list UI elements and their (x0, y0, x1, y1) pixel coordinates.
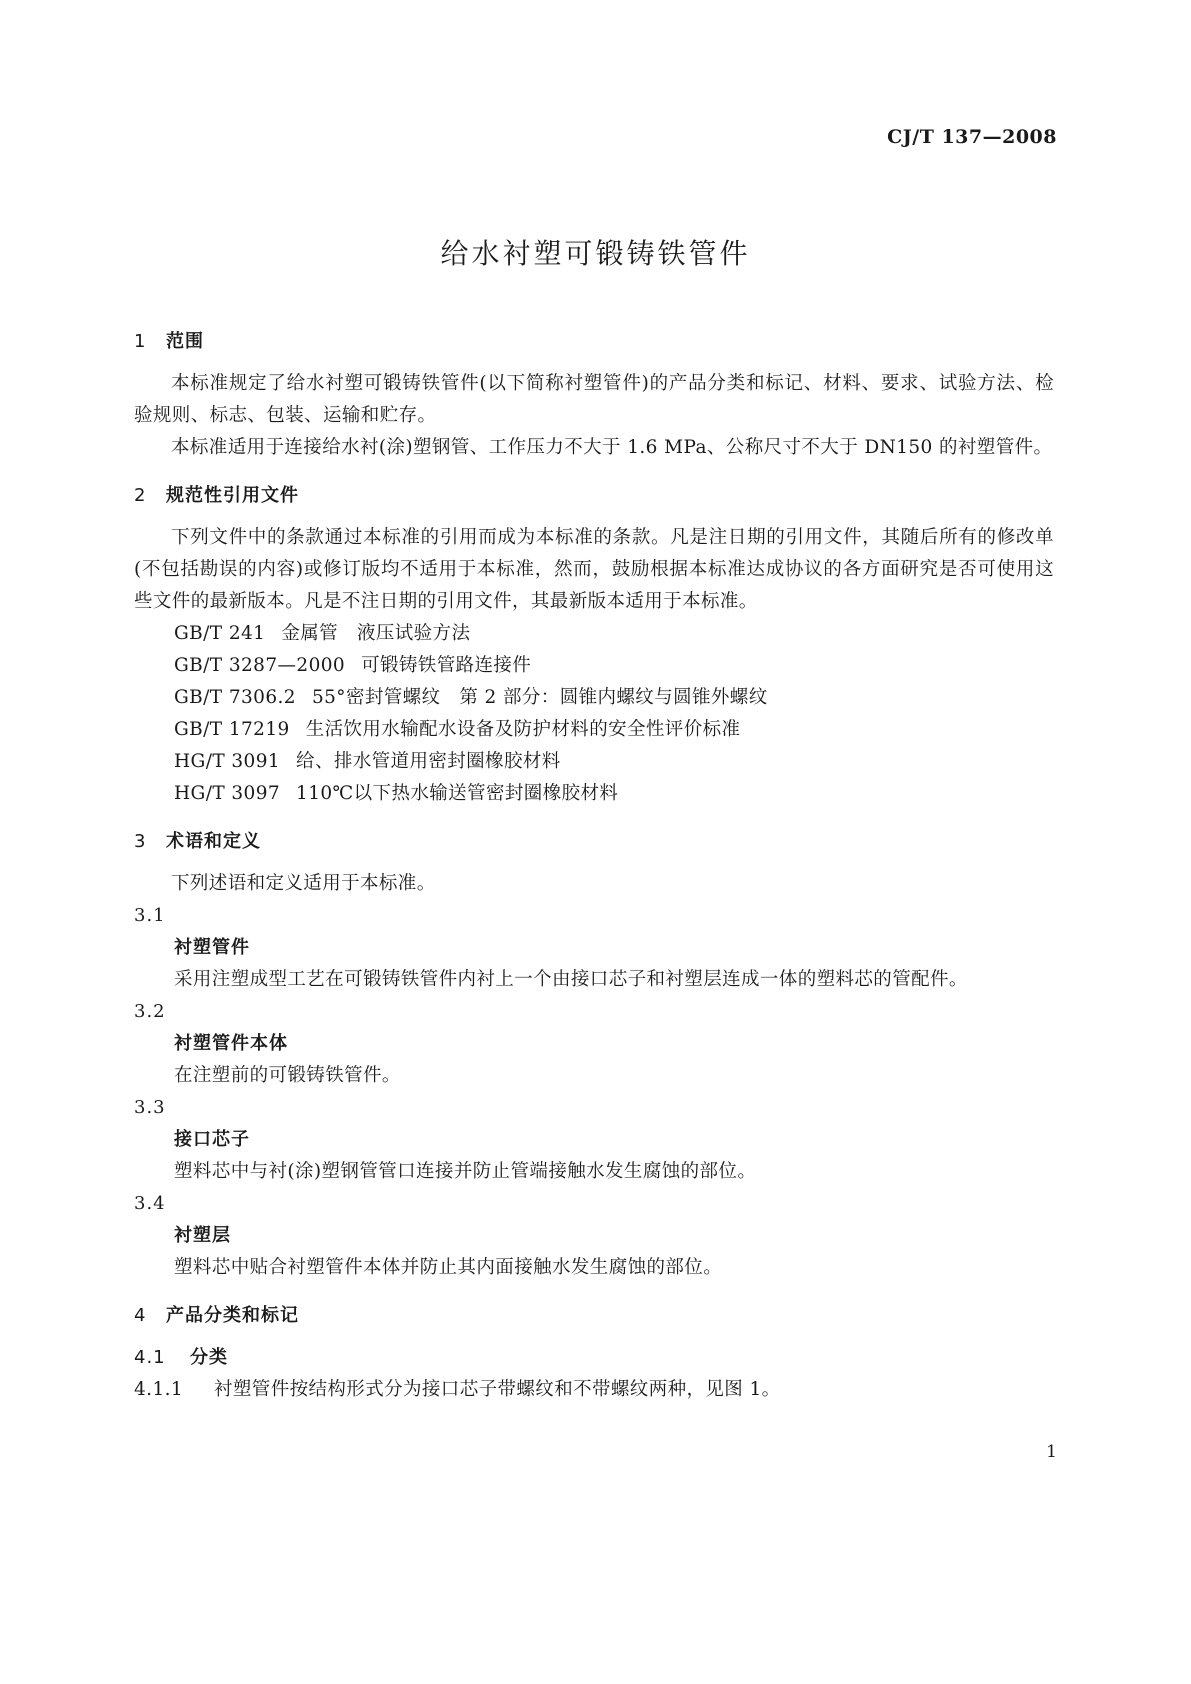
term-number: 3.1 (134, 905, 166, 926)
page-number: 1 (1046, 1442, 1057, 1462)
section-number: 1 (134, 331, 147, 352)
term-definition: 塑料芯中贴合衬塑管件本体并防止其内面接触水发生腐蚀的部位。 (174, 1257, 723, 1278)
section-number: 3 (134, 831, 147, 852)
term-definition: 在注塑前的可锻铸铁管件。 (174, 1065, 401, 1086)
reference-item (134, 618, 1054, 650)
subsection-heading-4-1 (134, 1342, 1054, 1374)
standard-code: CJ/T 137—2008 (887, 126, 1057, 148)
subsection-title: 分类 (190, 1347, 228, 1368)
subsection-number: 4.1 (134, 1347, 166, 1368)
clause-text: 衬塑管件按结构形式分为接口芯子带螺纹和不带螺纹两种，见图 1。 (214, 1379, 781, 1400)
section-heading-2 (134, 480, 1054, 512)
reference-code: GB/T 17219 (174, 719, 290, 740)
reference-title: 金属管 液压试验方法 (281, 623, 471, 644)
section-title: 术语和定义 (166, 831, 261, 852)
reference-code: GB/T 3287—2000 (174, 655, 346, 676)
reference-item (134, 778, 1054, 810)
references-intro: 下列文件中的条款通过本标准的引用而成为本标准的条款。凡是注日期的引用文件，其随后所有的修改单(不包括勘误的内容)或修订版均不适用于本标准，然而，鼓励根据本标准达成协议的各方面研究是否可使用这些文件的最新版本。凡是不注日期的引用文件，其最新版本适用于本标准。 (134, 527, 1054, 612)
reference-title: 可锻铸铁管路连接件 (361, 655, 532, 676)
reference-title: 55°密封管螺纹 第 2 部分：圆锥内螺纹与圆锥外螺纹 (311, 687, 768, 708)
reference-title: 110℃以下热水输送管密封圈橡胶材料 (296, 783, 619, 804)
term-number: 3.4 (134, 1193, 166, 1214)
section-title: 产品分类和标记 (166, 1305, 299, 1326)
term-number: 3.3 (134, 1097, 166, 1118)
clause-4-1-1 (134, 1374, 1054, 1406)
reference-title: 生活饮用水输配水设备及防护材料的安全性评价标准 (305, 719, 741, 740)
reference-code: GB/T 241 (174, 623, 266, 644)
section-title: 范围 (166, 331, 204, 352)
section-number: 2 (134, 485, 147, 506)
term-name: 衬塑管件本体 (174, 1033, 288, 1054)
term-definition: 塑料芯中与衬(涂)塑钢管管口连接并防止管端接触水发生腐蚀的部位。 (174, 1161, 757, 1182)
section-heading-4 (134, 1300, 1054, 1332)
section-heading-3 (134, 826, 1054, 858)
section-number: 4 (134, 1305, 147, 1326)
term-number: 3.2 (134, 1001, 166, 1022)
term-name: 衬塑层 (174, 1225, 231, 1246)
section-title: 规范性引用文件 (166, 485, 299, 506)
terms-intro: 下列述语和定义适用于本标准。 (171, 873, 436, 894)
reference-code: GB/T 7306.2 (174, 687, 296, 708)
term-name: 衬塑管件 (174, 937, 250, 958)
reference-item (134, 682, 1054, 714)
reference-code: HG/T 3097 (174, 783, 281, 804)
document-body (134, 326, 1054, 1406)
scope-paragraph-1: 本标准规定了给水衬塑可锻铸铁管件(以下简称衬塑管件)的产品分类和标记、材料、要求、试验方法、检验规则、标志、包装、运输和贮存。 (134, 373, 1054, 426)
reference-item (134, 650, 1054, 682)
reference-code: HG/T 3091 (174, 751, 281, 772)
clause-number: 4.1.1 (134, 1379, 184, 1400)
scope-paragraph-2: 本标准适用于连接给水衬(涂)塑钢管、工作压力不大于 1.6 MPa、公称尺寸不大于 DN150 的衬塑管件。 (171, 437, 1053, 458)
reference-title: 给、排水管道用密封圈橡胶材料 (296, 751, 561, 772)
term-definition: 采用注塑成型工艺在可锻铸铁管件内衬上一个由接口芯子和衬塑层连成一体的塑料芯的管配件。 (174, 969, 968, 990)
section-heading-1 (134, 326, 1054, 358)
reference-item (134, 714, 1054, 746)
term-name: 接口芯子 (174, 1129, 250, 1150)
reference-item (134, 746, 1054, 778)
document-title: 给水衬塑可锻铸铁管件 (440, 237, 751, 270)
